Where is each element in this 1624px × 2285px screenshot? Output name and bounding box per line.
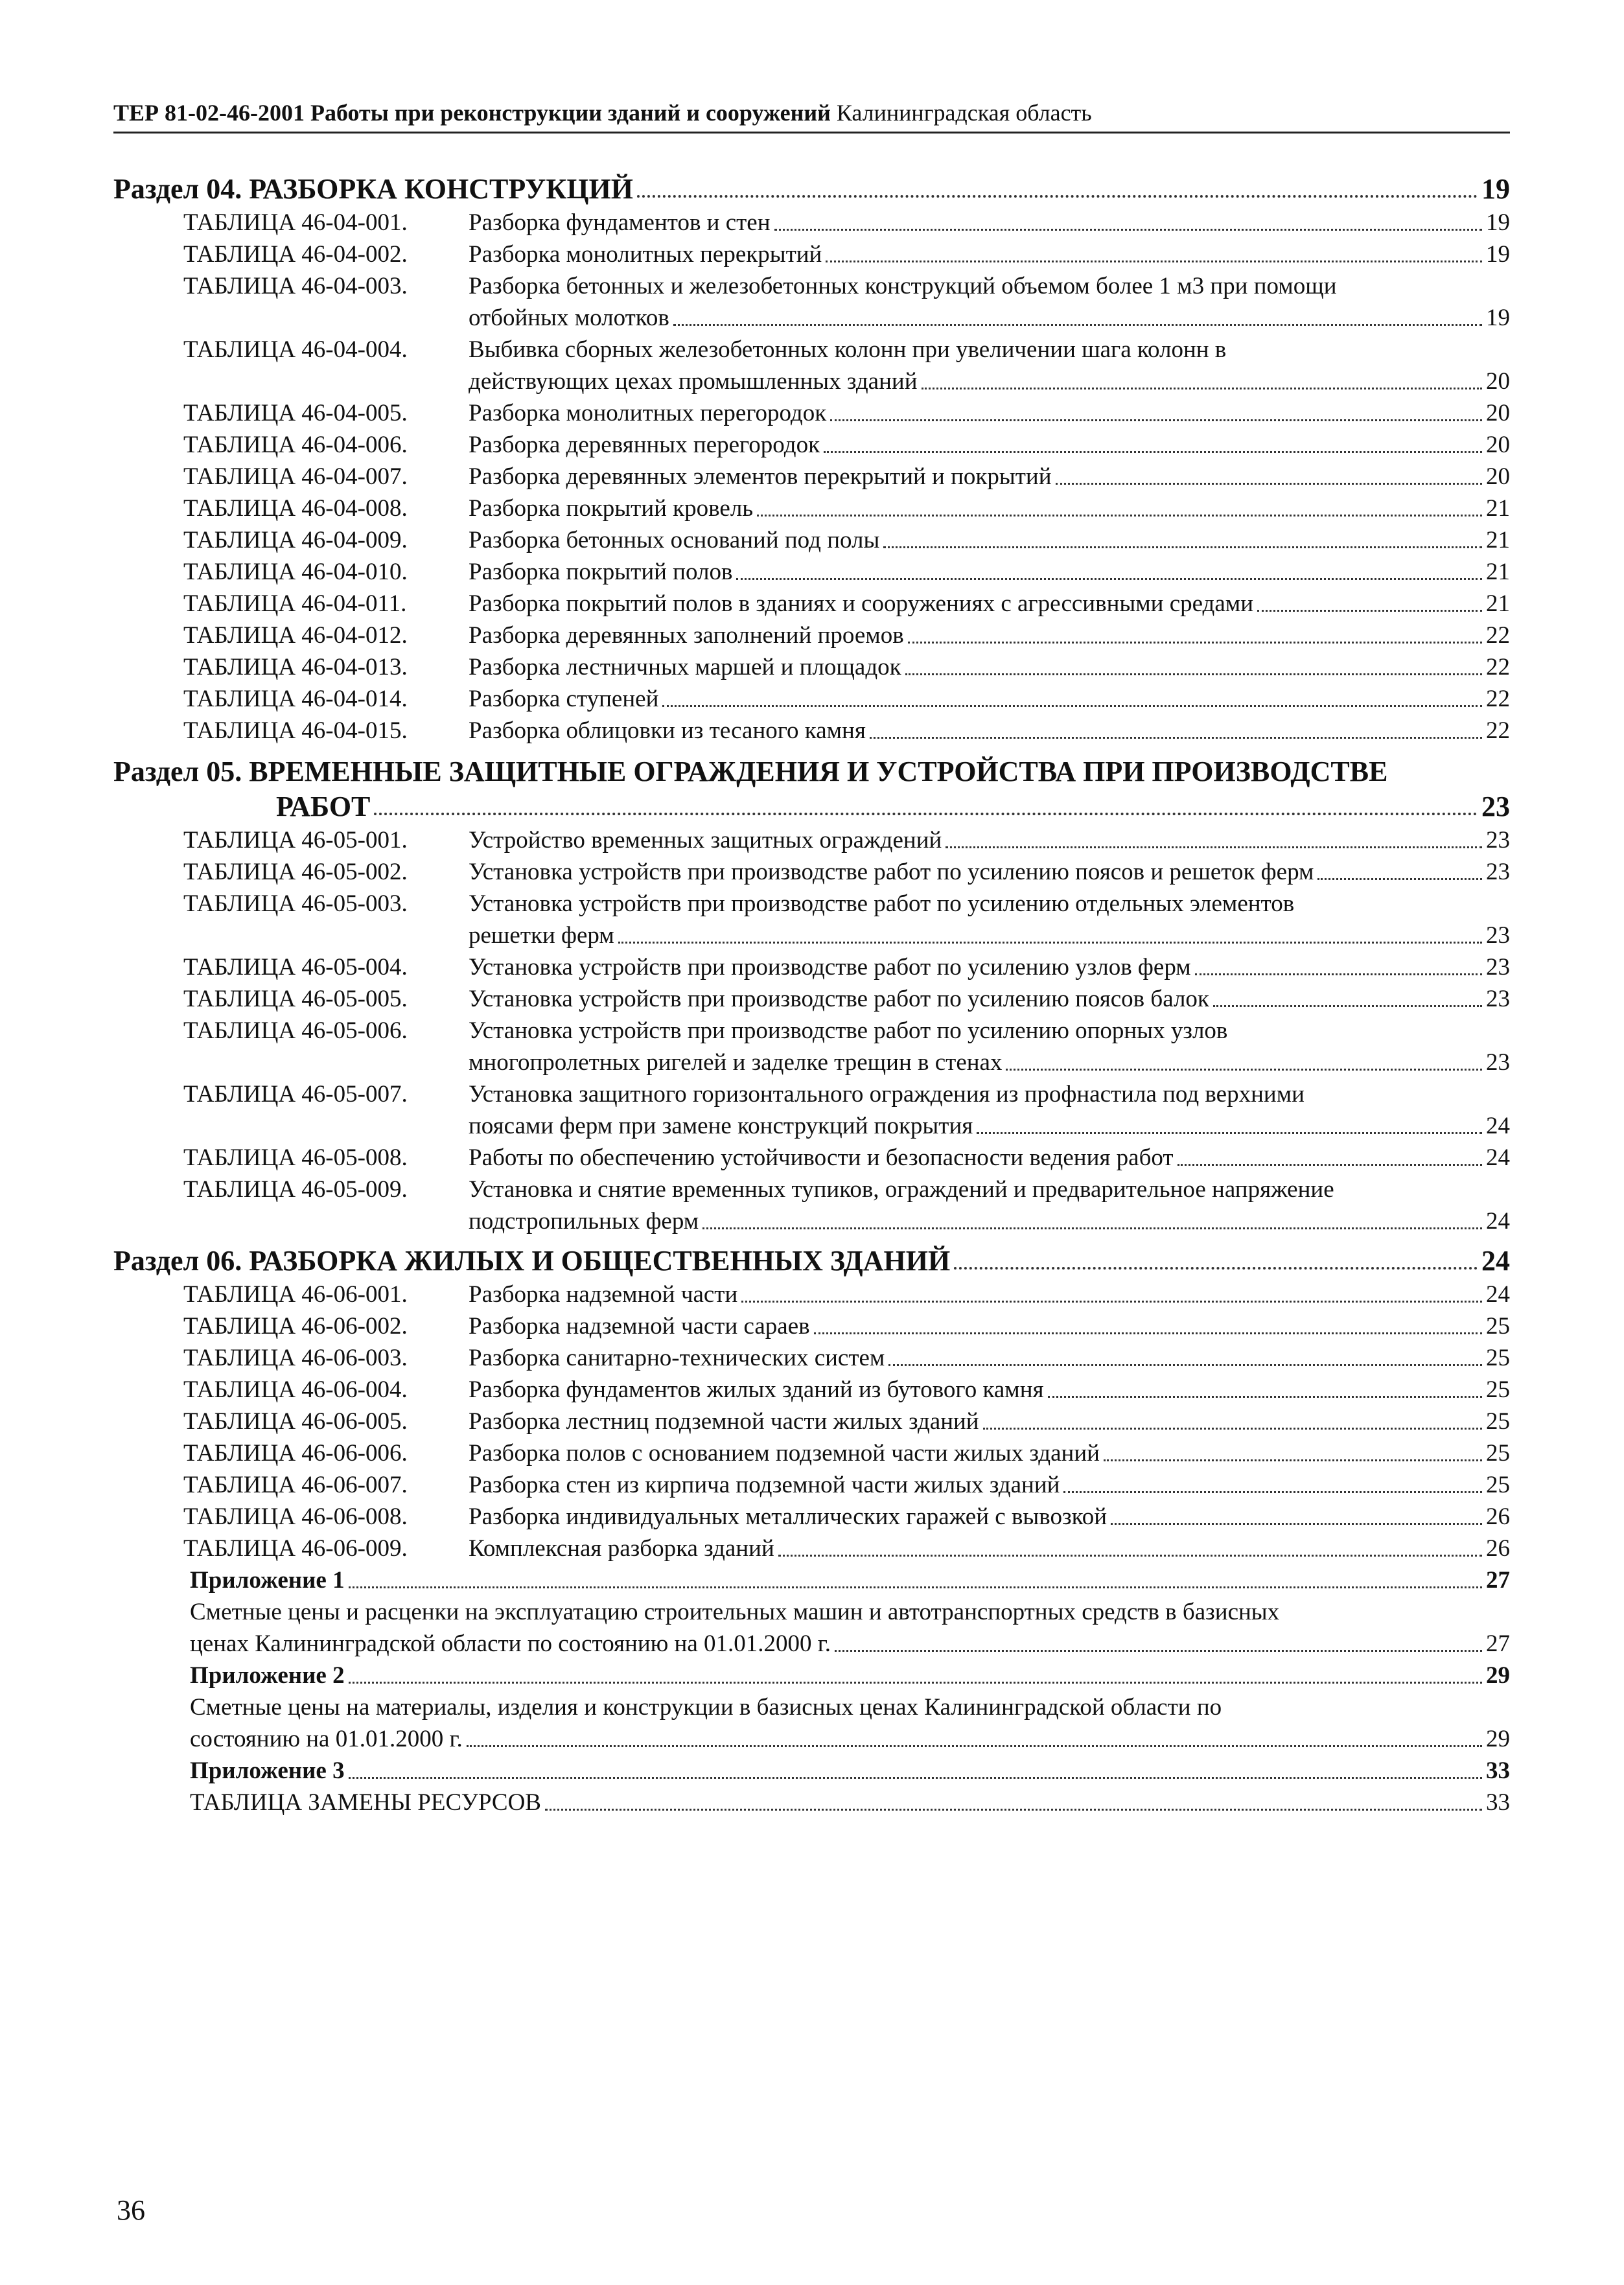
dot-leader xyxy=(1104,1459,1482,1461)
dot-leader xyxy=(349,1586,1482,1588)
table-title: Установка устройств при производстве работ по усилению узлов ферм xyxy=(469,954,1191,980)
dot-leader xyxy=(824,451,1482,453)
dot-leader xyxy=(830,419,1482,421)
table-number: ТАБЛИЦА 46-04-012. xyxy=(183,622,408,649)
toc-item[interactable] xyxy=(113,1374,1510,1406)
table-title: Разборка монолитных перегородок xyxy=(469,400,827,426)
toc-item[interactable] xyxy=(113,715,1510,747)
table-title: Разборка деревянных элементов перекрытий и покрытий xyxy=(469,463,1052,490)
dot-leader xyxy=(922,388,1482,389)
toc-section-heading[interactable]: Раздел 04. РАЗБОРКА КОНСТРУКЦИЙ 19 xyxy=(113,172,1510,207)
table-title: Разборка фундаментов жилых зданий из бутового камня xyxy=(469,1376,1044,1403)
toc-item[interactable] xyxy=(113,888,1510,951)
dot-leader xyxy=(349,1682,1482,1684)
dot-leader xyxy=(1195,973,1482,975)
appendix-title: Приложение 2 xyxy=(190,1662,345,1689)
page-ref: 21 xyxy=(1486,590,1510,617)
table-number: ТАБЛИЦА 46-06-004. xyxy=(183,1376,408,1403)
appendix-entry[interactable] xyxy=(113,1787,1510,1818)
table-title: Разборка лестничных маршей и площадок xyxy=(469,654,901,680)
toc-appendices xyxy=(113,1564,1510,1818)
page-ref: 21 xyxy=(1486,527,1510,553)
page-ref: 21 xyxy=(1486,559,1510,585)
dot-leader xyxy=(835,1650,1482,1652)
table-number: ТАБЛИЦА 46-06-006. xyxy=(183,1440,408,1467)
table-number: ТАБЛИЦА 46-04-011. xyxy=(183,590,407,617)
dot-leader xyxy=(741,1301,1482,1303)
table-title: Разборка стен из кирпича подземной части жилых зданий xyxy=(469,1472,1060,1498)
page-ref: 19 xyxy=(1486,305,1510,331)
toc-item[interactable] xyxy=(113,207,1510,238)
page-ref: 29 xyxy=(1486,1662,1510,1689)
table-number: ТАБЛИЦА 46-04-001. xyxy=(183,209,408,236)
table-number: ТАБЛИЦА 46-05-008. xyxy=(183,1144,408,1171)
table-title: Разборка деревянных заполнений проемов xyxy=(469,622,904,649)
page-ref: 25 xyxy=(1486,1472,1510,1498)
table-number: ТАБЛИЦА 46-04-010. xyxy=(183,559,408,585)
page-ref: 23 xyxy=(1486,859,1510,885)
appendix-heading[interactable] xyxy=(113,1660,1510,1691)
dot-leader xyxy=(1056,483,1482,485)
toc-item[interactable] xyxy=(113,1142,1510,1174)
toc-item[interactable] xyxy=(113,334,1510,397)
table-title: Работы по обеспечению устойчивости и безопасности ведения работ xyxy=(469,1144,1174,1171)
dot-leader xyxy=(1111,1523,1482,1525)
table-number: ТАБЛИЦА 46-05-001. xyxy=(183,827,408,853)
toc-item[interactable] xyxy=(113,588,1510,620)
page-ref: 24 xyxy=(1486,1113,1510,1139)
dot-leader xyxy=(826,261,1482,262)
table-number: ТАБЛИЦА 46-06-009. xyxy=(183,1535,408,1562)
page-ref: 25 xyxy=(1486,1345,1510,1371)
toc-item[interactable] xyxy=(113,1279,1510,1310)
toc-item[interactable] xyxy=(113,651,1510,683)
toc-item[interactable] xyxy=(113,856,1510,888)
table-number: ТАБЛИЦА 46-06-003. xyxy=(183,1345,408,1371)
table-title: Разборка надземной части сараев xyxy=(469,1313,810,1340)
appendix-entry-text: ценах Калининградской области по состоянию на 01.01.2000 г. xyxy=(190,1630,831,1657)
toc-item[interactable] xyxy=(113,1342,1510,1374)
table-title: Разборка ступеней xyxy=(469,686,659,712)
page-ref: 20 xyxy=(1486,400,1510,426)
toc-section-items xyxy=(113,824,1510,1237)
table-title: Установка устройств при производстве работ по усилению поясов балок xyxy=(469,986,1209,1012)
dot-leader xyxy=(1177,1164,1482,1166)
table-of-contents xyxy=(113,172,1510,1818)
dot-leader xyxy=(545,1809,1482,1811)
table-title: Комплексная разборка зданий xyxy=(469,1535,774,1562)
table-number: ТАБЛИЦА 46-04-003. xyxy=(183,273,408,299)
dot-leader xyxy=(618,942,1482,944)
dot-leader xyxy=(983,1428,1482,1430)
appendix-heading[interactable] xyxy=(113,1564,1510,1596)
table-number: ТАБЛИЦА 46-04-015. xyxy=(183,717,408,744)
table-title: Установка устройств при производстве работ по усилению опорных узлов xyxy=(469,1017,1228,1044)
table-number: ТАБЛИЦА 46-04-002. xyxy=(183,241,408,268)
toc-item[interactable] xyxy=(113,1469,1510,1501)
dot-leader xyxy=(662,705,1482,707)
table-title: Устройство временных защитных ограждений xyxy=(469,827,942,853)
page-ref: 25 xyxy=(1486,1313,1510,1340)
page-ref: 19 xyxy=(1486,209,1510,236)
header-rule xyxy=(113,132,1510,133)
dot-leader xyxy=(954,1267,1478,1270)
appendix-entry-text: ТАБЛИЦА ЗАМЕНЫ РЕСУРСОВ xyxy=(190,1789,541,1816)
page-ref: 25 xyxy=(1486,1440,1510,1467)
appendix-entry[interactable] xyxy=(113,1691,1510,1755)
page-ref: 26 xyxy=(1486,1503,1510,1530)
dot-leader xyxy=(637,195,1478,198)
table-title: отбойных молотков xyxy=(469,305,669,331)
toc-item[interactable] xyxy=(113,1501,1510,1533)
table-number: ТАБЛИЦА 46-05-006. xyxy=(183,1017,408,1044)
toc-item[interactable] xyxy=(113,1533,1510,1564)
table-number: ТАБЛИЦА 46-04-005. xyxy=(183,400,408,426)
toc-section-heading[interactable]: Раздел 06. РАЗБОРКА ЖИЛЫХ И ОБЩЕСТВЕННЫХ ЗДАНИЙ 24 xyxy=(113,1244,1510,1279)
dot-leader xyxy=(467,1745,1482,1747)
page-ref: 20 xyxy=(1486,463,1510,490)
header-region: Калининградская область xyxy=(836,100,1092,126)
toc-item[interactable] xyxy=(113,951,1510,983)
table-title: Разборка покрытий кровель xyxy=(469,495,754,522)
table-number: ТАБЛИЦА 46-05-002. xyxy=(183,859,408,885)
header-title: ТЕР 81-02-46-2001 Работы при реконструкции зданий и сооружений xyxy=(113,100,831,126)
table-title: Разборка бетонных оснований под полы xyxy=(469,527,880,553)
toc-item[interactable] xyxy=(113,1437,1510,1469)
dot-leader xyxy=(757,515,1482,516)
page-ref: 21 xyxy=(1486,495,1510,522)
page-ref: 23 xyxy=(1486,986,1510,1012)
table-number: ТАБЛИЦА 46-05-004. xyxy=(183,954,408,980)
toc-item[interactable] xyxy=(113,493,1510,524)
toc-item[interactable] xyxy=(113,1406,1510,1437)
dot-leader xyxy=(1063,1491,1482,1493)
toc-item[interactable] xyxy=(113,461,1510,493)
table-number: ТАБЛИЦА 46-04-014. xyxy=(183,686,408,712)
table-title: Разборка облицовки из тесаного камня xyxy=(469,717,866,744)
table-number: ТАБЛИЦА 46-05-005. xyxy=(183,986,408,1012)
toc-item[interactable] xyxy=(113,238,1510,270)
toc-item[interactable] xyxy=(113,1015,1510,1078)
table-title: Разборка санитарно-технических систем xyxy=(469,1345,885,1371)
page-ref: 20 xyxy=(1486,368,1510,395)
page-ref: 19 xyxy=(1481,173,1510,205)
table-title: Разборка бетонных и железобетонных конструкций объемом более 1 м3 при помощи xyxy=(469,273,1337,299)
table-number: ТАБЛИЦА 46-05-007. xyxy=(183,1081,408,1108)
dot-leader xyxy=(977,1132,1482,1134)
dot-leader xyxy=(349,1777,1482,1779)
table-number: ТАБЛИЦА 46-06-007. xyxy=(183,1472,408,1498)
dot-leader xyxy=(905,673,1482,675)
dot-leader xyxy=(778,1555,1482,1557)
page-ref: 27 xyxy=(1486,1567,1510,1594)
toc-item[interactable] xyxy=(113,824,1510,856)
table-number: ТАБЛИЦА 46-04-007. xyxy=(183,463,408,490)
table-title: Разборка деревянных перегородок xyxy=(469,432,820,458)
table-title: Разборка полов с основанием подземной части жилых зданий xyxy=(469,1440,1100,1467)
toc-item[interactable] xyxy=(113,620,1510,651)
dot-leader xyxy=(374,813,1478,815)
table-number: ТАБЛИЦА 46-04-004. xyxy=(183,336,408,363)
toc-item[interactable] xyxy=(113,524,1510,556)
dot-leader xyxy=(908,642,1482,644)
toc-item[interactable] xyxy=(113,683,1510,715)
appendix-title: Приложение 3 xyxy=(190,1757,345,1784)
table-number: ТАБЛИЦА 46-04-009. xyxy=(183,527,408,553)
table-number: ТАБЛИЦА 46-06-008. xyxy=(183,1503,408,1530)
dot-leader xyxy=(888,1364,1482,1366)
page-number: 36 xyxy=(117,2194,145,2226)
table-title: многопролетных ригелей и заделке трещин в стенах xyxy=(469,1049,1003,1076)
page-ref: 24 xyxy=(1486,1208,1510,1235)
table-title: Разборка покрытий полов в зданиях и сооружениях с агрессивными средами xyxy=(469,590,1254,617)
toc-section-heading[interactable]: Раздел 05. ВРЕМЕННЫЕ ЗАЩИТНЫЕ ОГРАЖДЕНИЯ И УСТРОЙСТВА ПРИ ПРОИЗВОДСТВЕ РАБОТ 23 xyxy=(113,754,1510,824)
dot-leader xyxy=(870,737,1482,739)
dot-leader xyxy=(702,1227,1482,1229)
toc-section-items xyxy=(113,1279,1510,1564)
dot-leader xyxy=(774,229,1482,231)
toc-item[interactable] xyxy=(113,556,1510,588)
table-number: ТАБЛИЦА 46-05-009. xyxy=(183,1176,408,1203)
page-ref: 26 xyxy=(1486,1535,1510,1562)
page-ref: 22 xyxy=(1486,717,1510,744)
toc-item[interactable] xyxy=(113,397,1510,429)
table-number: ТАБЛИЦА 46-04-008. xyxy=(183,495,408,522)
table-number: ТАБЛИЦА 46-05-003. xyxy=(183,890,408,917)
page-ref: 22 xyxy=(1486,686,1510,712)
table-title: Установка устройств при производстве работ по усилению поясов и решеток ферм xyxy=(469,859,1314,885)
dot-leader xyxy=(1317,878,1482,880)
dot-leader xyxy=(945,846,1482,848)
dot-leader xyxy=(883,546,1482,548)
page-ref: 23 xyxy=(1486,922,1510,949)
dot-leader xyxy=(1257,610,1482,612)
page-ref: 25 xyxy=(1486,1408,1510,1435)
dot-leader xyxy=(1006,1069,1482,1071)
dot-leader xyxy=(673,324,1482,326)
dot-leader xyxy=(736,578,1482,580)
table-number: ТАБЛИЦА 46-06-002. xyxy=(183,1313,408,1340)
page-ref: 33 xyxy=(1486,1789,1510,1816)
table-title: Разборка монолитных перекрытий xyxy=(469,241,822,268)
page-ref: 20 xyxy=(1486,432,1510,458)
appendix-entry-text: Сметные цены на материалы, изделия и конструкции в базисных ценах Калининградской области по xyxy=(190,1694,1222,1721)
page-ref: 24 xyxy=(1486,1144,1510,1171)
table-title: Разборка индивидуальных металлических гаражей с вывозкой xyxy=(469,1503,1107,1530)
page-ref: 27 xyxy=(1486,1630,1510,1657)
page-ref: 23 xyxy=(1486,827,1510,853)
table-title: Разборка надземной части xyxy=(469,1281,738,1308)
running-header xyxy=(113,99,1510,127)
table-title: действующих цехах промышленных зданий xyxy=(469,368,918,395)
toc-section-items xyxy=(113,207,1510,747)
page-ref: 25 xyxy=(1486,1376,1510,1403)
page-ref: 22 xyxy=(1486,622,1510,649)
appendix-title: Приложение 1 xyxy=(190,1567,345,1594)
table-title: Разборка покрытий полов xyxy=(469,559,733,585)
table-title: Установка и снятие временных тупиков, ограждений и предварительное напряжение xyxy=(469,1176,1334,1203)
dot-leader xyxy=(814,1332,1482,1334)
page-ref: 29 xyxy=(1486,1726,1510,1752)
table-title: Разборка лестниц подземной части жилых зданий xyxy=(469,1408,979,1435)
page-ref: 23 xyxy=(1486,1049,1510,1076)
appendix-entry[interactable] xyxy=(113,1596,1510,1660)
page-ref: 23 xyxy=(1481,791,1510,822)
toc-item[interactable] xyxy=(113,1174,1510,1237)
toc-item[interactable] xyxy=(113,1310,1510,1342)
table-title: подстропильных ферм xyxy=(469,1208,699,1235)
appendix-heading[interactable] xyxy=(113,1755,1510,1787)
appendix-entry-text: состоянию на 01.01.2000 г. xyxy=(190,1726,463,1752)
table-title: решетки ферм xyxy=(469,922,614,949)
toc-item[interactable] xyxy=(113,1078,1510,1142)
table-number: ТАБЛИЦА 46-06-005. xyxy=(183,1408,408,1435)
page-ref: 19 xyxy=(1486,241,1510,268)
toc-item[interactable] xyxy=(113,270,1510,334)
page-ref: 33 xyxy=(1486,1757,1510,1784)
page-ref: 24 xyxy=(1486,1281,1510,1308)
page-ref: 22 xyxy=(1486,654,1510,680)
table-title: Установка защитного горизонтального ограждения из профнастила под верхними xyxy=(469,1081,1305,1108)
page-ref: 24 xyxy=(1481,1245,1510,1277)
dot-leader xyxy=(1213,1005,1482,1007)
toc-item[interactable] xyxy=(113,429,1510,461)
table-number: ТАБЛИЦА 46-04-013. xyxy=(183,654,408,680)
table-number: ТАБЛИЦА 46-04-006. xyxy=(183,432,408,458)
appendix-entry-text: Сметные цены и расценки на эксплуатацию строительных машин и автотранспортных средств в базисных xyxy=(190,1599,1280,1625)
dot-leader xyxy=(1048,1396,1482,1398)
table-title: Выбивка сборных железобетонных колонн при увеличении шага колонн в xyxy=(469,336,1227,363)
table-title: Установка устройств при производстве работ по усилению отдельных элементов xyxy=(469,890,1295,917)
page-ref: 23 xyxy=(1486,954,1510,980)
table-number: ТАБЛИЦА 46-06-001. xyxy=(183,1281,408,1308)
table-title: Разборка фундаментов и стен xyxy=(469,209,771,236)
toc-item[interactable] xyxy=(113,983,1510,1015)
table-title: поясами ферм при замене конструкций покрытия xyxy=(469,1113,973,1139)
